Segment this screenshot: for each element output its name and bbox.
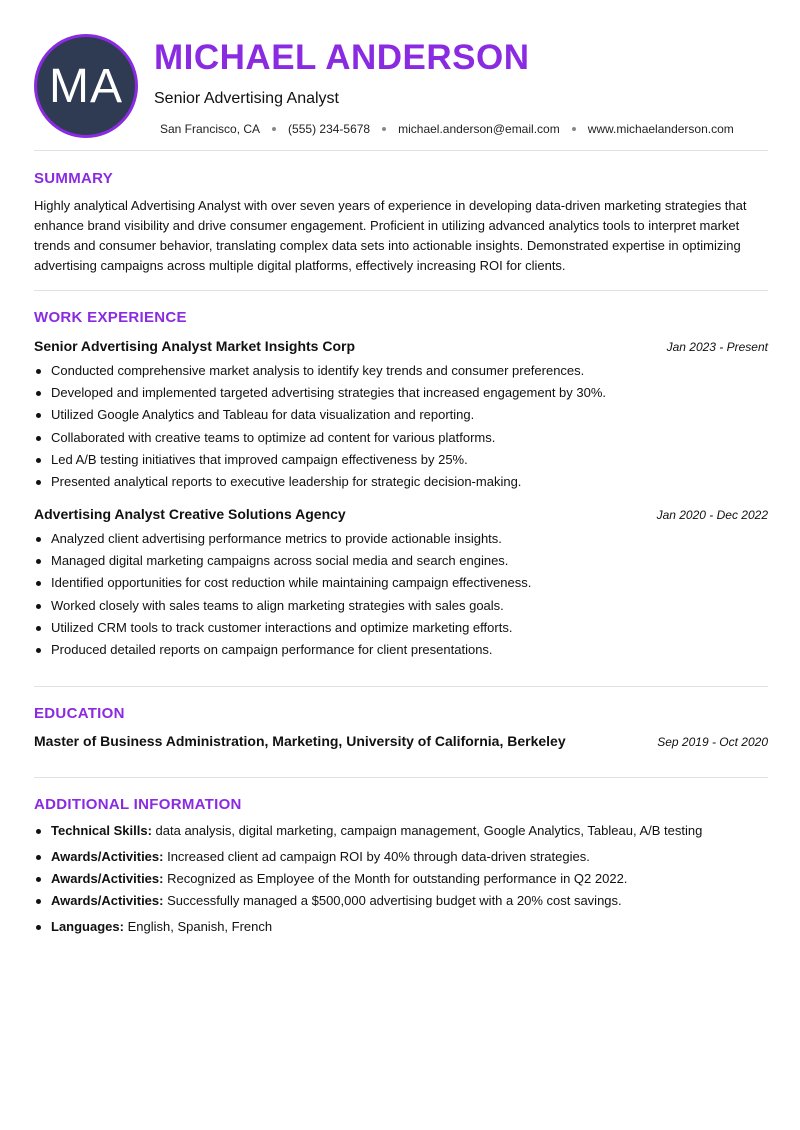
info-label: Technical Skills:: [51, 823, 152, 838]
job-header: [34, 338, 768, 356]
info-label: Awards/Activities:: [51, 871, 164, 886]
list-item: [34, 868, 768, 890]
separator-dot: [272, 127, 276, 131]
list-item: Utilized Google Analytics and Tableau for data visualization and reporting.: [34, 404, 768, 426]
education-entry: [34, 733, 768, 751]
job-date: Jan 2020 - Dec 2022: [656, 508, 768, 522]
degree: Master of Business Administration, Marketing, University of California, Berkeley: [34, 733, 566, 749]
job-date: Jan 2023 - Present: [666, 340, 768, 354]
list-item: Developed and implemented targeted advertising strategies that increased engagement by 30%.: [34, 382, 768, 404]
education-date: Sep 2019 - Oct 2020: [657, 735, 768, 749]
additional-info-heading: ADDITIONAL INFORMATION: [34, 796, 242, 813]
contact-location: San Francisco, CA: [160, 122, 261, 136]
list-item: Managed digital marketing campaigns across social media and search engines.: [34, 550, 768, 572]
avatar: [34, 34, 138, 138]
job-title: Senior Advertising Analyst Market Insights Corp: [34, 338, 356, 354]
info-text: Successfully managed a $500,000 advertising budget with a 20% cost savings.: [163, 893, 622, 908]
job-bullets: [34, 360, 768, 493]
info-label: Awards/Activities:: [51, 893, 164, 908]
contact-website: www.michaelanderson.com: [587, 122, 734, 136]
resume-header: [34, 34, 768, 138]
list-item: [34, 890, 768, 912]
list-item: Led A/B testing initiatives that improved campaign effectiveness by 25%.: [34, 449, 768, 471]
info-text: English, Spanish, French: [123, 919, 273, 934]
list-item: Analyzed client advertising performance metrics to provide actionable insights.: [34, 528, 768, 550]
info-text: data analysis, digital marketing, campaign management, Google Analytics, Tableau, A/B testing: [151, 823, 703, 838]
list-item: [34, 916, 768, 938]
candidate-name: MICHAEL ANDERSON: [154, 38, 530, 77]
candidate-role: Senior Advertising Analyst: [154, 90, 339, 107]
work-experience-heading: WORK EXPERIENCE: [34, 309, 187, 326]
divider: [34, 150, 768, 151]
education-heading: EDUCATION: [34, 705, 125, 722]
info-label: Awards/Activities:: [51, 849, 164, 864]
list-item: Conducted comprehensive market analysis to identify key trends and consumer preferences.: [34, 360, 768, 382]
list-item: Identified opportunities for cost reduction while maintaining campaign effectiveness.: [34, 572, 768, 594]
contact-line: [160, 122, 734, 136]
list-item: Worked closely with sales teams to align marketing strategies with sales goals.: [34, 595, 768, 617]
list-item: Presented analytical reports to executive leadership for strategic decision-making.: [34, 471, 768, 493]
list-item: Collaborated with creative teams to optimize ad content for various platforms.: [34, 427, 768, 449]
separator-dot: [382, 127, 386, 131]
list-item: [34, 846, 768, 868]
additional-info-list: [34, 820, 768, 938]
job-bullets: [34, 528, 768, 661]
contact-email: michael.anderson@email.com: [398, 122, 560, 136]
info-text: Increased client ad campaign ROI by 40% through data-driven strategies.: [163, 849, 590, 864]
avatar-initials: MA: [49, 59, 123, 113]
list-item: [34, 820, 768, 842]
info-text: Recognized as Employee of the Month for outstanding performance in Q2 2022.: [163, 871, 628, 886]
divider: [34, 686, 768, 687]
separator-dot: [572, 127, 576, 131]
divider: [34, 777, 768, 778]
list-item: Produced detailed reports on campaign performance for client presentations.: [34, 639, 768, 661]
summary-text: Highly analytical Advertising Analyst with over seven years of experience in developing data-driven marketing strategies that enhance brand visibility and drive consumer engagement. Proficient in utilizing advanced analytics tools to interpret market trends and consumer behavior, translating complex data sets into actionable insights. Demonstrated expertise in optimizing advertising campaigns across multiple digital platforms, effectively increasing ROI for clients.: [34, 198, 747, 273]
job-header: [34, 506, 768, 524]
list-item: Utilized CRM tools to track customer interactions and optimize marketing efforts.: [34, 617, 768, 639]
info-label: Languages:: [51, 919, 124, 934]
divider: [34, 290, 768, 291]
contact-phone: (555) 234-5678: [288, 122, 371, 136]
job-title: Advertising Analyst Creative Solutions Agency: [34, 506, 346, 522]
summary-heading: SUMMARY: [34, 170, 114, 187]
